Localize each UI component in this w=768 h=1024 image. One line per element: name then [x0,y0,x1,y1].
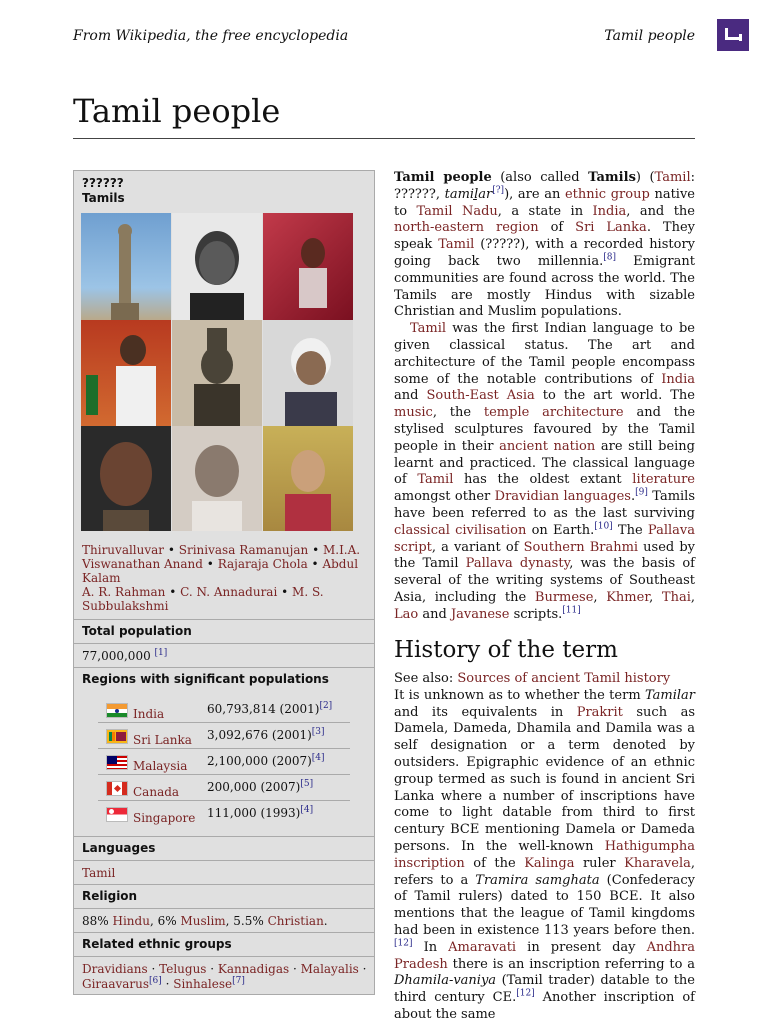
text: (?????), with a recorded history going back two millennia. [394,237,695,269]
photo-thiruvalluvar-statue[interactable] [81,213,171,320]
text: native to [394,186,695,219]
table-row [98,801,350,826]
see-also-label: See also: [394,671,458,686]
link-india[interactable]: India [592,203,627,219]
regions-label: Regions with significant populations [82,672,329,686]
photo-collage [81,213,353,531]
related-separator: · [289,962,301,976]
link-ar-rahman[interactable]: A. R. Rahman [82,585,166,599]
link-music[interactable]: music [394,405,433,421]
intro-paragraph-1 [394,170,695,321]
link-north-eastern-region[interactable]: north-eastern region [394,220,539,236]
link-kharavela[interactable]: Kharavela [624,855,691,871]
text: are still being learnt and practiced. The classical language of [394,438,695,488]
link-thai[interactable]: Thai [661,589,691,605]
ref-9[interactable]: [9] [635,487,648,498]
region-value [207,806,313,820]
malaysia-flag-icon [106,755,128,770]
link-south-east-asia[interactable]: South-East Asia [426,388,535,404]
languages-header [74,836,374,861]
region-country-link[interactable]: Sri Lanka [133,733,192,747]
link-ancient-nation[interactable]: ancient nation [499,438,596,454]
photo-ar-rahman[interactable] [81,426,171,531]
photo-viswanathan-anand[interactable] [81,320,171,426]
singapore-flag-icon [106,807,128,822]
table-row [98,775,350,801]
related-row [74,956,374,995]
region-country-link[interactable]: India [133,707,165,721]
link-classical-civilisation[interactable]: classical civilisation [394,522,527,538]
regions-header [74,667,374,692]
ref-6[interactable]: [6] [149,976,162,986]
text: has the oldest extant [453,472,633,488]
religion-header [74,884,374,909]
text: Emigrant communities are found across the world. The Tamils are mostly Hindus with sizable Christian and Muslim populations. [394,253,695,320]
italic-term: Tramira samghata [475,872,600,888]
text: , and the [626,203,695,219]
wikipedia-logo-icon[interactable] [717,19,749,51]
text: (Tamil trader) datable to the third century CE. [394,973,695,1006]
ref-3[interactable]: [3] [311,727,325,737]
italic-term: Dhamila-vaniya [394,973,497,989]
ref-11[interactable]: [11] [562,605,581,616]
region-population: 2,100,000 (2007) [207,754,312,768]
link-giraavarus[interactable]: Giraavarus [82,977,150,991]
transliteration: tamiḻar [444,186,493,202]
ref-12b[interactable]: [12] [516,988,535,999]
link-javanese[interactable]: Javanese [450,606,510,622]
total-population-label: Total population [82,624,192,638]
infobox-title [82,176,125,206]
caption-separator: • [164,543,179,557]
link-pallava-script[interactable]: Pallava script [394,522,695,555]
link-tamil-language[interactable]: Tamil [417,472,454,488]
region-population: 200,000 (2007) [207,780,301,794]
photo-mia[interactable] [263,213,353,320]
text: ruler [574,855,625,871]
related-separator: · [358,962,367,976]
link-ms-subbulakshmi[interactable]: M. S. Subbulakshmi [82,585,324,613]
link-andhra-pradesh[interactable]: Andhra Pradesh [394,939,695,972]
religion-text: , 5.5% [225,914,268,928]
religion-text: , 6% [149,914,181,928]
link-pallava-dynasty[interactable]: Pallava dynasty [465,556,570,572]
ref-8[interactable]: [8] [603,252,616,263]
link-malayalis[interactable]: Malayalis [300,962,359,976]
caption-separator: • [307,557,323,571]
text: and its equivalents in [394,704,577,720]
region-country-link[interactable]: Singapore [133,811,196,825]
text: (also called [491,170,589,185]
total-population-row [74,643,374,668]
region-population: 3,092,676 (2001) [207,728,312,742]
caption-separator: • [202,557,218,571]
link-telugus[interactable]: Telugus [159,962,207,976]
title-divider [73,138,695,139]
text: scripts. [509,606,563,622]
text: The [612,522,648,538]
related-separator: · [206,962,218,976]
link-prakrit[interactable]: Prakrit [576,704,623,720]
photo-rajaraja-chola[interactable] [172,320,262,426]
ref-12[interactable]: [12] [394,938,413,949]
infobox-name: Tamils [82,191,125,205]
link-tamil-language[interactable]: Tamil [654,170,691,185]
text: of [538,220,576,236]
text: Tamils have been referred to as the last surviving [394,489,696,521]
link-rajaraja-chola[interactable]: Rajaraja Chola [217,557,308,571]
ref-2[interactable]: [2] [319,701,333,711]
photo-cn-annadurai[interactable] [172,426,262,531]
link-tamil-language[interactable]: Tamil [82,866,116,880]
text: and the stylised sculptures favoured by the Tamil people in their [394,405,696,454]
text: . They speak [394,220,695,253]
religion-label: Religion [82,889,138,903]
link-kalinga[interactable]: Kalinga [524,855,575,871]
link-srinivasa-ramanujan[interactable]: Srinivasa Ramanujan [178,543,309,557]
link-viswanathan-anand[interactable]: Viswanathan Anand [82,557,203,571]
related-label: Related ethnic groups [82,937,232,951]
link-literature[interactable]: literature [632,472,695,488]
page-title: Tamil people [73,92,281,130]
link-lao[interactable]: Lao [394,606,419,622]
bold-term: Tamil people [394,170,492,185]
table-row [98,723,350,749]
intro-section [394,170,695,624]
link-dravidian-languages[interactable]: Dravidian languages [494,489,631,505]
text: to the art world. The [534,388,696,404]
languages-label: Languages [82,841,156,855]
text: and [418,606,451,622]
link-dravidians[interactable]: Dravidians [82,962,148,976]
region-country-link[interactable]: Canada [133,785,180,799]
text: : ??????, [394,170,695,202]
intro-paragraph-2 [394,321,695,623]
text: It is unknown as to whether the term [394,687,645,703]
region-population: 60,793,814 (2001) [207,702,320,716]
text: ), are an [504,186,565,202]
photo-srinivasa-ramanujan[interactable] [172,213,262,320]
header-source: From Wikipedia, the free encyclopedia [73,28,349,44]
text: , refers to a [394,855,696,888]
languages-row [74,860,374,885]
link-sinhalese[interactable]: Sinhalese [173,977,233,991]
related-separator: · [147,962,160,976]
link-mia[interactable]: M.I.A. [322,543,361,557]
text: . [630,489,636,505]
infobox-native-name: ?????? [82,176,124,190]
text: , [649,589,662,605]
ref-5[interactable]: [5] [300,779,314,789]
text: ) ( [635,170,655,185]
religion-row [74,908,374,933]
history-section [394,671,695,1024]
total-population-value: 77,000,000 [82,649,151,663]
link-ethnic-group[interactable]: ethnic group [564,186,650,202]
text: , [593,589,607,605]
related-separator: · [161,977,174,991]
caption-separator: • [165,585,181,599]
link-temple-architecture[interactable]: temple architecture [483,405,624,421]
link-hindu[interactable]: Hindu [112,914,150,928]
ref-4b[interactable]: [4] [300,805,314,815]
link-india[interactable]: India [661,371,695,387]
caption-separator: • [277,585,293,599]
bold-term: Tamils [588,170,636,185]
text: Another inscription of about the same [394,990,695,1022]
see-also-note [394,671,695,688]
table-row [98,749,350,775]
text: used by the Tamil [394,539,695,572]
region-country-link[interactable]: Malaysia [133,759,188,773]
religion-text: 88% [82,914,113,928]
text: , was the basis of several of the writing systems of Southeast Asia, including the [394,556,695,605]
caption-separator: • [308,543,323,557]
link-muslim[interactable]: Muslim [180,914,226,928]
region-value [207,702,332,716]
history-paragraph [394,688,695,1024]
link-burmese[interactable]: Burmese [534,589,594,605]
region-value [207,728,325,742]
photo-abdul-kalam[interactable] [263,320,353,426]
link-thiruvalluvar[interactable]: Thiruvalluvar [82,543,165,557]
text: , a state in [497,203,593,219]
text: was the first Indian language to be given classical status. The art and architecture of the Tamil people encompass some of the notable contributions of [394,321,695,387]
link-khmer[interactable]: Khmer [606,589,650,605]
link-cn-annadurai[interactable]: C. N. Annadurai [180,585,278,599]
ref-4[interactable]: [4] [311,753,325,763]
italic-term: Tamilar [644,687,695,703]
link-tamil-language[interactable]: Tamil [438,237,475,253]
link-amaravati[interactable]: Amaravati [448,939,517,955]
link-abdul-kalam[interactable]: Abdul Kalam [82,557,359,585]
text: and [394,388,427,404]
photo-caption [82,543,367,613]
text: (Confederacy of Tamil rulers) dated to 150 BCE. It also mentions that the league of Tamil kingdoms had been in existence 113 years before then. [394,872,695,938]
text: there is an inscription referring to a [447,956,695,972]
text: on Earth. [526,522,595,538]
text: such as Damela, Dameda, Dhamila and Damila was a self designation or a term denoted by outsiders. Epigraphic evidence of an ethnic group termed as such is found in ancient Sri Lanka where a number of inscriptions have come to light datable from third to first century BCE mentioning Damela or Dameda persons. In the well-known [394,704,695,854]
table-row [98,697,350,723]
link-kannadigas[interactable]: Kannadigas [217,962,290,976]
text: amongst other [394,489,495,505]
region-value [207,754,325,768]
link-sources-ancient-tamil-history[interactable]: Sources of ancient Tamil history [457,671,671,686]
link-tamil-nadu[interactable]: Tamil Nadu [416,203,498,219]
link-sri-lanka[interactable]: Sri Lanka [575,220,647,236]
section-heading-history: History of the term [394,637,618,663]
canada-flag-icon [106,781,128,796]
header-article-title: Tamil people [604,28,695,44]
ref-pronunciation[interactable]: [?] [492,185,505,196]
text: , a variant of [431,539,524,555]
ref-7[interactable]: [7] [232,976,245,986]
infobox [73,170,375,995]
text: , the [432,405,484,421]
related-header [74,932,374,957]
region-population: 111,000 (1993) [207,806,301,820]
sri-lanka-flag-icon [106,729,128,744]
text: in present day [516,939,647,955]
total-population-header [74,619,374,644]
ref-1[interactable]: [1] [154,648,168,658]
region-value [207,780,313,794]
text: In [412,939,449,955]
text: of the [464,855,525,871]
link-hathigumpha-inscription[interactable]: Hathigumpha inscription [394,838,695,871]
photo-ms-subbulakshmi[interactable] [263,426,353,531]
regions-table [98,697,350,826]
religion-text: . [323,914,328,928]
text: , [690,589,696,605]
india-flag-icon [106,703,128,718]
link-christian[interactable]: Christian [267,914,324,928]
ref-10[interactable]: [10] [594,521,613,532]
link-tamil-language[interactable]: Tamil [410,321,447,337]
link-southern-brahmi[interactable]: Southern Brahmi [523,539,639,555]
